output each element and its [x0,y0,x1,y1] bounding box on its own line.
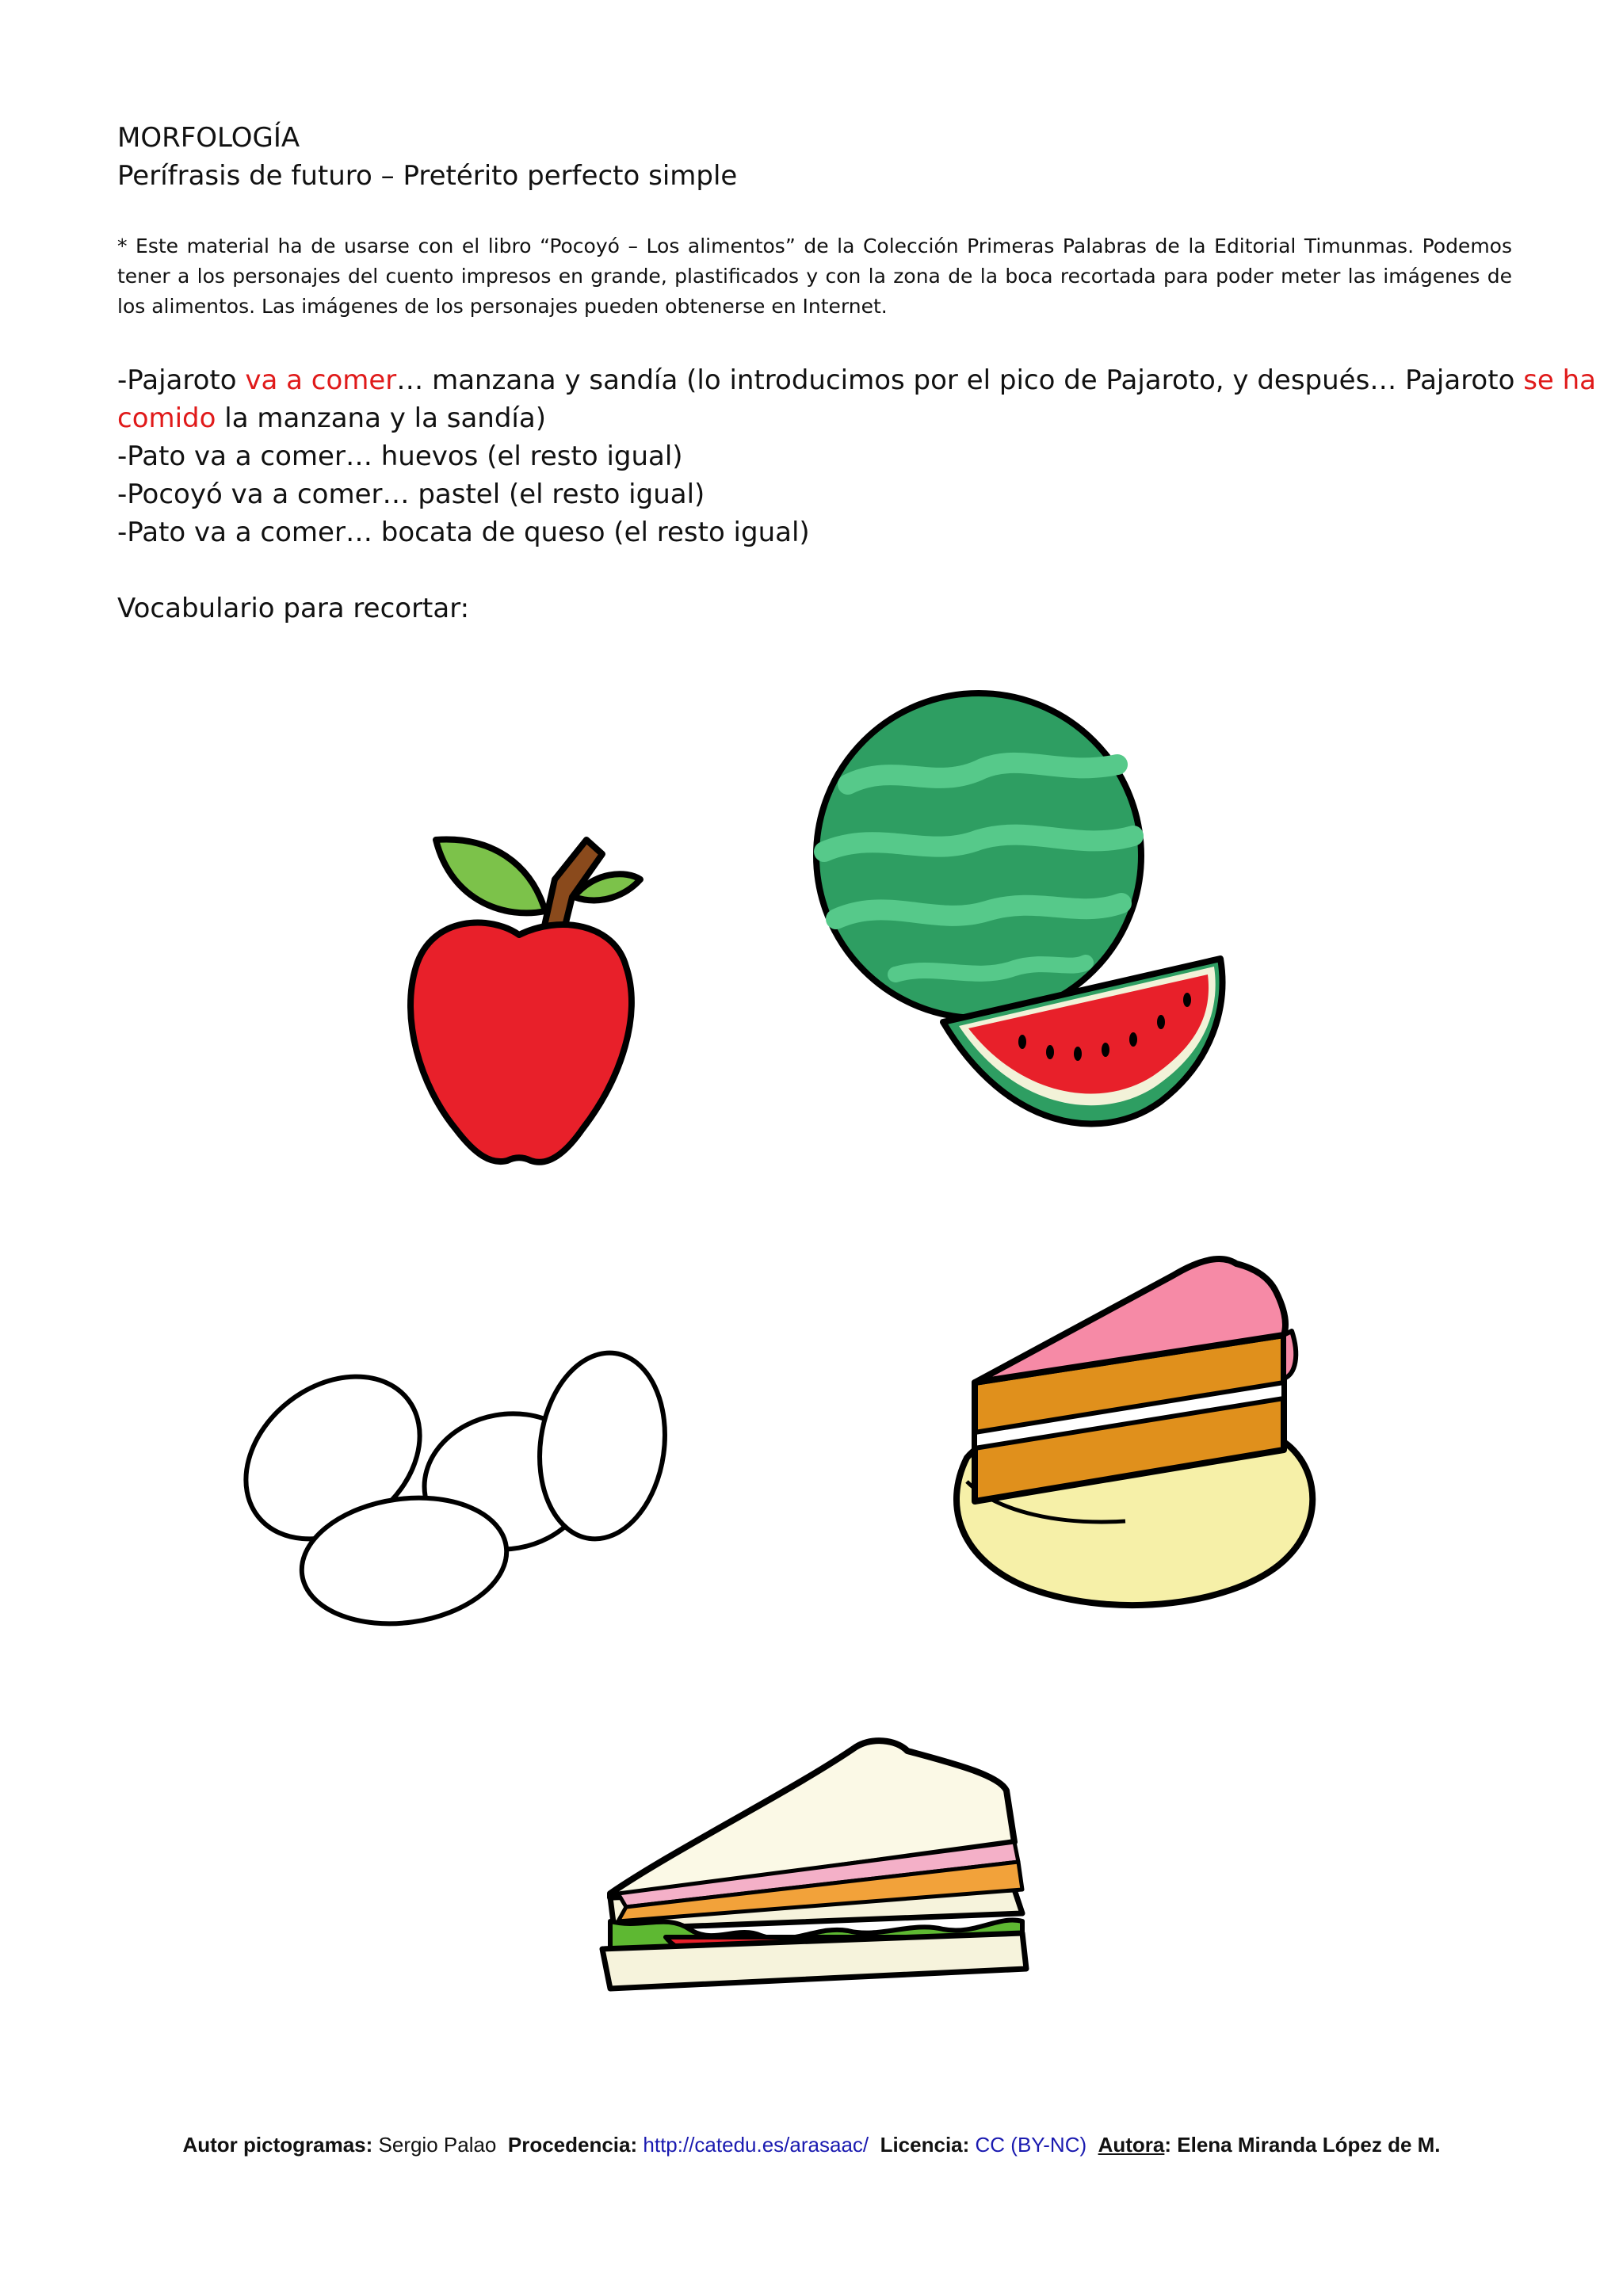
footer-author-label: Autor pictogramas: [182,2133,373,2157]
intro-note: * Este material ha de usarse con el libro “Pocoyó – Los alimentos” de la Colección Primeras Palabras de la Editorial Timunmas. Podemos tener a los personajes del cuento impresos en grande, plastificados y con la zona de la boca recortada para poder meter las imágenes de los alimentos. Las imágenes de los personajes pueden obtenerse en Internet. [117,235,1512,318]
eggs-icon [238,1347,682,1632]
apple-icon [388,824,650,1180]
watermelon-icon [800,689,1244,1149]
exercise-line-1-cont [117,399,546,437]
footer-license[interactable]: CC (BY-NC) [975,2133,1087,2157]
page-title: MORFOLOGÍA [117,122,300,154]
line1-start: -Pajaroto [117,364,246,396]
footer-autora: : Elena Miranda López de M. [1164,2133,1441,2157]
line1-future-phrase: va a comer [245,364,397,396]
line1-past-phrase-a: se ha [1523,364,1597,396]
line1-past-phrase-b: comido [117,402,216,434]
page-subtitle: Perífrasis de futuro – Pretérito perfecto simple [117,160,738,192]
footer-autora-label: Autora [1098,2133,1165,2157]
line1-end: la manzana y la sandía) [216,402,546,434]
footer-source-label: Procedencia: [507,2133,638,2157]
exercise-line-3: -Pocoyó va a comer… pastel (el resto igual) [117,479,705,510]
cake-icon [935,1244,1331,1616]
footer-source-link[interactable]: http://catedu.es/arasaac/ [643,2133,869,2157]
footer-credits [0,2133,1623,2157]
exercise-line-4: -Pato va a comer… bocata de queso (el resto igual) [117,517,810,548]
exercise-line-2: -Pato va a comer… huevos (el resto igual) [117,441,683,472]
sandwich-icon [594,1731,1038,1993]
footer-author: Sergio Palao [378,2133,497,2157]
vocab-label: Vocabulario para recortar: [117,593,470,624]
footer-license-label: Licencia: [880,2133,970,2157]
line1-middle: … manzana y sandía (lo introducimos por el pico de Pajaroto, y después… Pajaroto [396,364,1524,396]
exercise-line-1 [117,361,1596,399]
